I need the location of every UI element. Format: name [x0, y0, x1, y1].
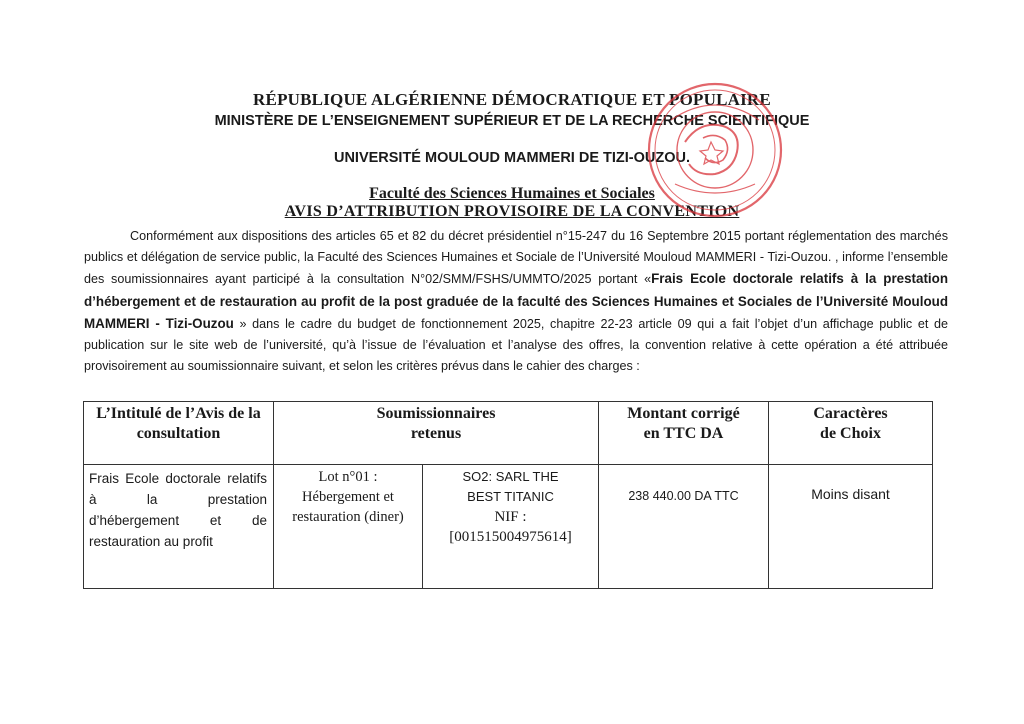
attribution-table: [83, 401, 933, 589]
cell-intitule: Frais Ecole doctorale relatifs à la prestation d’hébergement et de restauration au profit: [84, 465, 274, 589]
soumissionnaire-name: SO2: SARL THE BEST TITANIC: [462, 469, 559, 504]
ministry-heading: MINISTÈRE DE L’ENSEIGNEMENT SUPÉRIEUR ET DE LA RECHERCHE SCIENTIFIQUE: [214, 113, 810, 129]
notice-title: AVIS D’ATTRIBUTION PROVISOIRE DE LA CONVENTION: [284, 203, 740, 220]
header-montant: Montant corrigé en TTC DA: [599, 402, 769, 465]
header-caracteres: Caractères de Choix: [769, 402, 933, 465]
paragraph-part-1: Conformément aux dispositions des articles 65 et 82 du décret présidentiel n°15-247 du 16 Septembre 2015 portant réglementation des marchés publics et délégation de service public, la Faculté des Sciences Humaines et Sociale de l’Université Mouloud MAMMERI - Tizi-Ouzou. , informe l’ensemble des soumissionnaires ayant participé à la consultation N°02/SMM/FSHS/UMMTO/2025 portant «: [84, 229, 948, 287]
cell-soumissionnaire: [423, 465, 599, 589]
republic-heading: RÉPUBLIQUE ALGÉRIENNE DÉMOCRATIQUE ET POPULAIRE: [253, 90, 771, 109]
paragraph-subject: Frais Ecole doctorale relatifs à la prestation d’hébergement et de restauration au profit de la post graduée de la faculté des Sciences Humaines et Sociales de l’Université Mouloud MAMMERI - Tizi-Ouzou: [84, 271, 948, 331]
soumissionnaire-nif: NIF : [001515004975614]: [449, 509, 572, 545]
cell-montant: 238 440.00 DA TTC: [599, 465, 769, 589]
official-stamp: [645, 80, 785, 220]
paragraph-part-2: » dans le cadre du budget de fonctionnement 2025, chapitre 22-23 article 09 qui a fait l’objet d’un affichage public et de publication sur le site web de l’université, qu’à l’issue de l’évaluation et l’analyse des offres, la convention relative à cette opération a été attribuée provisoirement au soumissionnaire suivant, et selon les critères prévus dans le cahier des charges :: [84, 316, 948, 374]
cell-lot: Lot n°01 : Hébergement et restauration (diner): [274, 465, 423, 589]
table-header-row: [84, 402, 933, 465]
university-heading: UNIVERSITÉ MOULOUD MAMMERI DE TIZI-OUZOU.: [333, 150, 691, 166]
cell-choix: Moins disant: [769, 465, 933, 589]
faculty-heading: Faculté des Sciences Humaines et Sociales: [369, 185, 655, 202]
notice-paragraph: [84, 226, 948, 377]
header-intitule: L’Intitulé de l’Avis de la consultation: [84, 402, 274, 465]
header-soumissionnaires: Soumissionnaires retenus: [274, 402, 599, 465]
table-row: [84, 465, 933, 589]
